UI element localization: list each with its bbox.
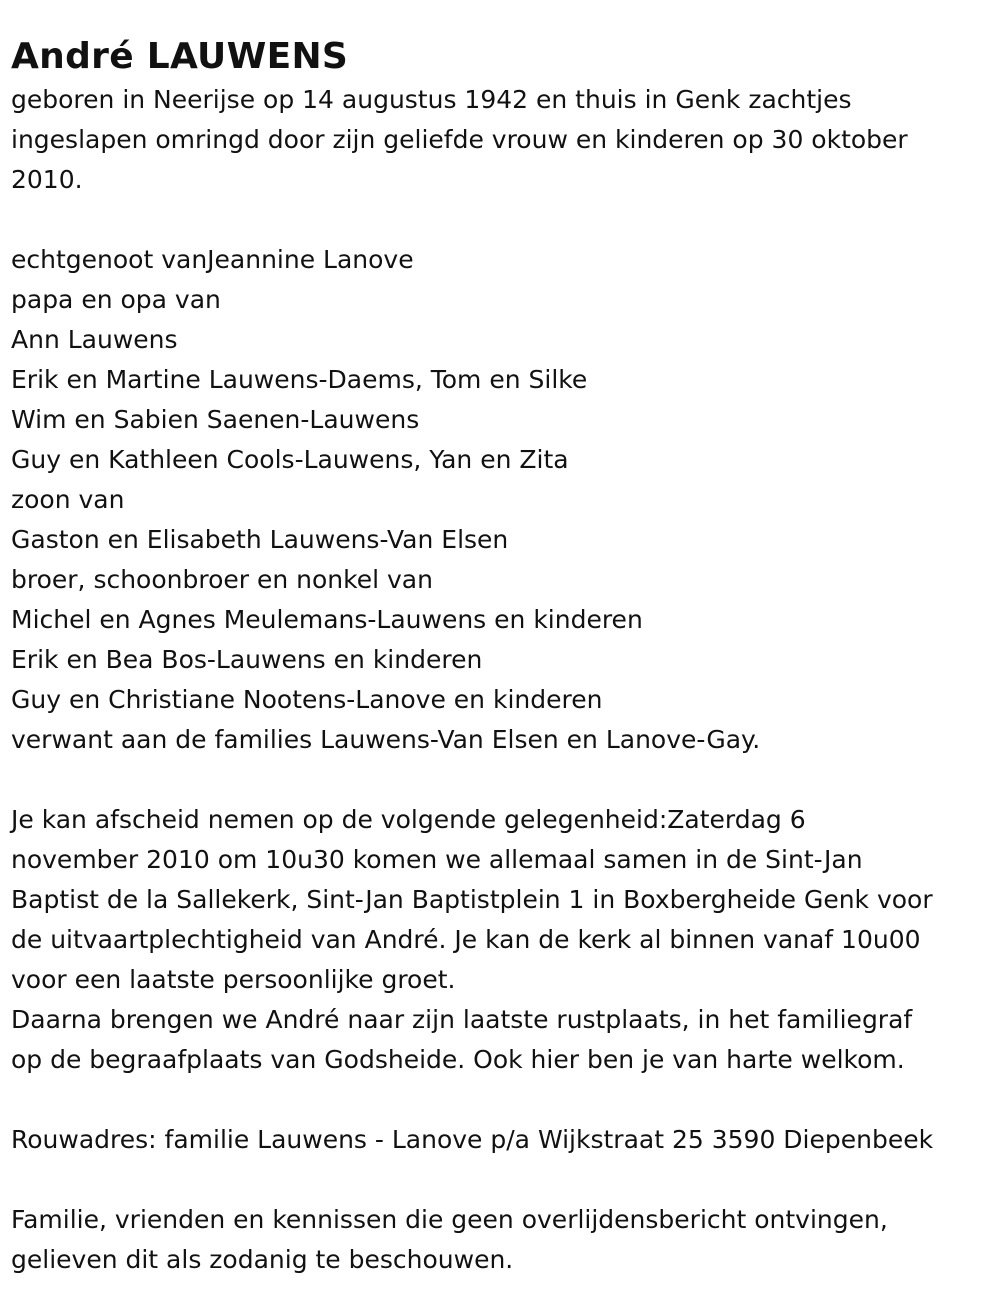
family-line: Guy en Kathleen Cools-Lauwens, Yan en Zita bbox=[11, 445, 569, 474]
family-line: Wim en Sabien Saenen-Lauwens bbox=[11, 405, 420, 434]
family-line: verwant aan de families Lauwens-Van Elsen en Lanove-Gay. bbox=[11, 725, 761, 754]
farewell-line: Je kan afscheid nemen op de volgende gelegenheid:Zaterdag 6 bbox=[11, 805, 806, 834]
family-line: Ann Lauwens bbox=[11, 325, 178, 354]
family-line: Erik en Bea Bos-Lauwens en kinderen bbox=[11, 645, 483, 674]
mourning-address bbox=[11, 1120, 988, 1160]
farewell-line: Baptist de la Sallekerk, Sint-Jan Baptistplein 1 in Boxbergheide Genk voor bbox=[11, 885, 933, 914]
farewell-line: de uitvaartplechtigheid van André. Je kan de kerk al binnen vanaf 10u00 bbox=[11, 925, 921, 954]
farewell-line: Daarna brengen we André naar zijn laatste rustplaats, in het familiegraf bbox=[11, 1005, 913, 1034]
intro-line: 2010. bbox=[11, 165, 83, 194]
closing-line: gelieven dit als zodanig te beschouwen. bbox=[11, 1245, 514, 1274]
paragraph-spacer bbox=[11, 1160, 988, 1200]
intro-line: ingeslapen omringd door zijn geliefde vrouw en kinderen op 30 oktober bbox=[11, 125, 908, 154]
family-line: Erik en Martine Lauwens-Daems, Tom en Silke bbox=[11, 365, 588, 394]
paragraph-spacer bbox=[11, 760, 988, 800]
intro-line: geboren in Neerijse op 14 augustus 1942 en thuis in Genk zachtjes bbox=[11, 85, 852, 114]
paragraph-spacer bbox=[11, 200, 988, 240]
address-line: Rouwadres: familie Lauwens - Lanove p/a Wijkstraat 25 3590 Diepenbeek bbox=[11, 1125, 934, 1154]
farewell-line: voor een laatste persoonlijke groet. bbox=[11, 965, 456, 994]
family-line: zoon van bbox=[11, 485, 125, 514]
family-line: papa en opa van bbox=[11, 285, 221, 314]
family-line: Guy en Christiane Nootens-Lanove en kinderen bbox=[11, 685, 603, 714]
farewell-paragraph bbox=[11, 800, 988, 1080]
intro-paragraph bbox=[11, 80, 988, 200]
deceased-name-heading: André LAUWENS bbox=[11, 36, 349, 77]
farewell-line: op de begraafplaats van Godsheide. Ook hier ben je van harte welkom. bbox=[11, 1045, 905, 1074]
family-line: echtgenoot vanJeannine Lanove bbox=[11, 245, 414, 274]
farewell-line: november 2010 om 10u30 komen we allemaal samen in de Sint-Jan bbox=[11, 845, 863, 874]
closing-line: Familie, vrienden en kennissen die geen overlijdensbericht ontvingen, bbox=[11, 1205, 888, 1234]
family-line: Gaston en Elisabeth Lauwens-Van Elsen bbox=[11, 525, 509, 554]
family-line: Michel en Agnes Meulemans-Lauwens en kinderen bbox=[11, 605, 643, 634]
paragraph-spacer bbox=[11, 1080, 988, 1120]
family-list bbox=[11, 240, 988, 760]
closing-paragraph bbox=[11, 1200, 988, 1280]
family-line: broer, schoonbroer en nonkel van bbox=[11, 565, 433, 594]
